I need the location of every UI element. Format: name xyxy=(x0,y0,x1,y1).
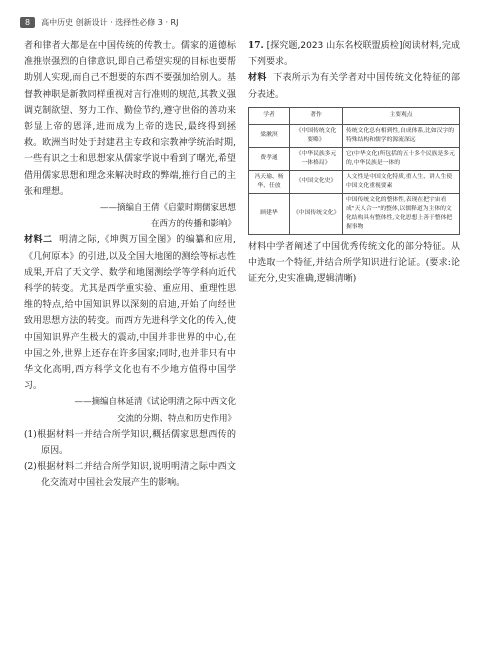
viewpoint-cell: 它(中华文化)所包括的五十多个民族是多元的,中华民族是一体的 xyxy=(343,147,460,170)
table-row xyxy=(249,147,460,170)
question-17-tag: [探究题,2023 山东名校联盟质检] xyxy=(266,41,403,51)
source-citation-1a: ——摘编自王倩《启蒙时期儒家思想 xyxy=(99,203,236,214)
material2-label: 材料二 xyxy=(24,235,53,246)
header-title: 高中历史 创新设计 · 选择性必修 3 · RJ xyxy=(41,17,179,27)
page-header xyxy=(20,14,460,30)
work-cell: 《中华民族多元一体格局》 xyxy=(290,147,343,170)
material-label: 材料 xyxy=(248,73,267,84)
viewpoint-cell: 传统文化总有相到性,自成体系,比如汉字的特殊结构和儒学的源流深远 xyxy=(343,124,460,147)
work-cell: 《中国传统文化》 xyxy=(290,193,343,234)
scholar-cell: 冯天瑜、杨华、任放 xyxy=(249,170,290,193)
scholar-cell: 梁漱溟 xyxy=(249,124,290,147)
culture-features-table xyxy=(248,107,460,235)
question-2: (2)根据材料二并结合所学知识,说明明清之际中西文化交流对中国社会发展产生的影响。 xyxy=(24,462,236,489)
left-column xyxy=(24,38,236,492)
question-17-number: 17. xyxy=(248,41,264,51)
table-row xyxy=(249,170,460,193)
table-header-cell: 著作 xyxy=(290,107,343,124)
table-header-row xyxy=(249,107,460,124)
material-paragraph xyxy=(248,70,460,102)
page-number: 8 xyxy=(20,17,35,28)
right-column xyxy=(248,38,460,287)
material-text: 下表所示为有关学者对中国传统文化特征的部分表述。 xyxy=(248,73,460,100)
scholar-cell: 顾建华 xyxy=(249,193,290,234)
question-1: (1)根据材料一并结合所学知识,概括儒家思想西传的原因。 xyxy=(24,429,236,457)
material1-paragraph: 者和律者大都是在中国传统的传教士。儒家的道德标准推崇强烈的自律意识,即自己希望实现的目标也要帮助别人实现,而自己不想要的东西不要强加给别人。基督教神职是新教同样重视对言行准则的规范,其教义强调克制欲望、努力工作、勤俭节约,遵守世俗的善功来彰显上帝的恩泽,进而成为上帝的选民,最终得到拯救。欧洲当时处于封建君主专政和宗教神学统治时期,一些有识之士和思想家从儒家学说中看到了曙光,希望借用儒家思想和理念来解决时政的弊端,推行自己的主张和理想。 xyxy=(24,41,236,197)
table-header-cell: 学者 xyxy=(249,107,290,124)
table-row xyxy=(249,193,460,234)
material2-text: 明清之际,《坤舆万国全图》的编纂和应用,《几何原本》的引进,以及全国大地图的测绘等标志性成果,开启了天文学、数学和地图测绘学等学科向近代科学的转变。尤其是西学重实验、重应用、重理性思维的特点,给中国知识界以深刻的启迪,开始了向经世致用思想方法的转变。而西方先进科学文化的传入,使中国知识界产生极大的震动,中国并非世界的中心,在中国之外,世界上还存在许多国家;同时,也并非只有中华文化高明,西方科学文化也有不少地方值得中国学习。 xyxy=(24,235,236,392)
task-paragraph: 材料中学者阐述了中国优秀传统文化的部分特征。从中选取一个特征,并结合所学知识进行论证。(要求:论证充分,史实准确,逻辑清晰) xyxy=(248,241,460,285)
question-17-intro: 阅读材料,完成下列要求。 xyxy=(248,41,460,68)
material2-paragraph xyxy=(24,232,236,394)
scholar-cell: 费孝通 xyxy=(249,147,290,170)
viewpoint-cell: 中国传统文化的整体性,表现在把宇宙看成"天人合一"的整体,以儒释道为主体的文化结构具有整体性,文化思想上善于整体把握事物 xyxy=(343,193,460,234)
work-cell: 《中国传统文化要略》 xyxy=(290,124,343,147)
viewpoint-cell: 人文性是中国文化特质,重人生、讲人生使中国文化重视要素 xyxy=(343,170,460,193)
source-citation-2b: 交流的分期、特点和历史作用》 xyxy=(116,413,236,424)
work-cell: 《中国文化史》 xyxy=(290,170,343,193)
source-citation-1b: 在西方的传播和影响》 xyxy=(150,219,236,230)
table-header-cell: 主要观点 xyxy=(343,107,460,124)
source-citation-2a: ——摘编自林延清《试论明清之际中西文化 xyxy=(74,397,236,408)
question-17-header xyxy=(248,38,460,70)
table-row xyxy=(249,124,460,147)
